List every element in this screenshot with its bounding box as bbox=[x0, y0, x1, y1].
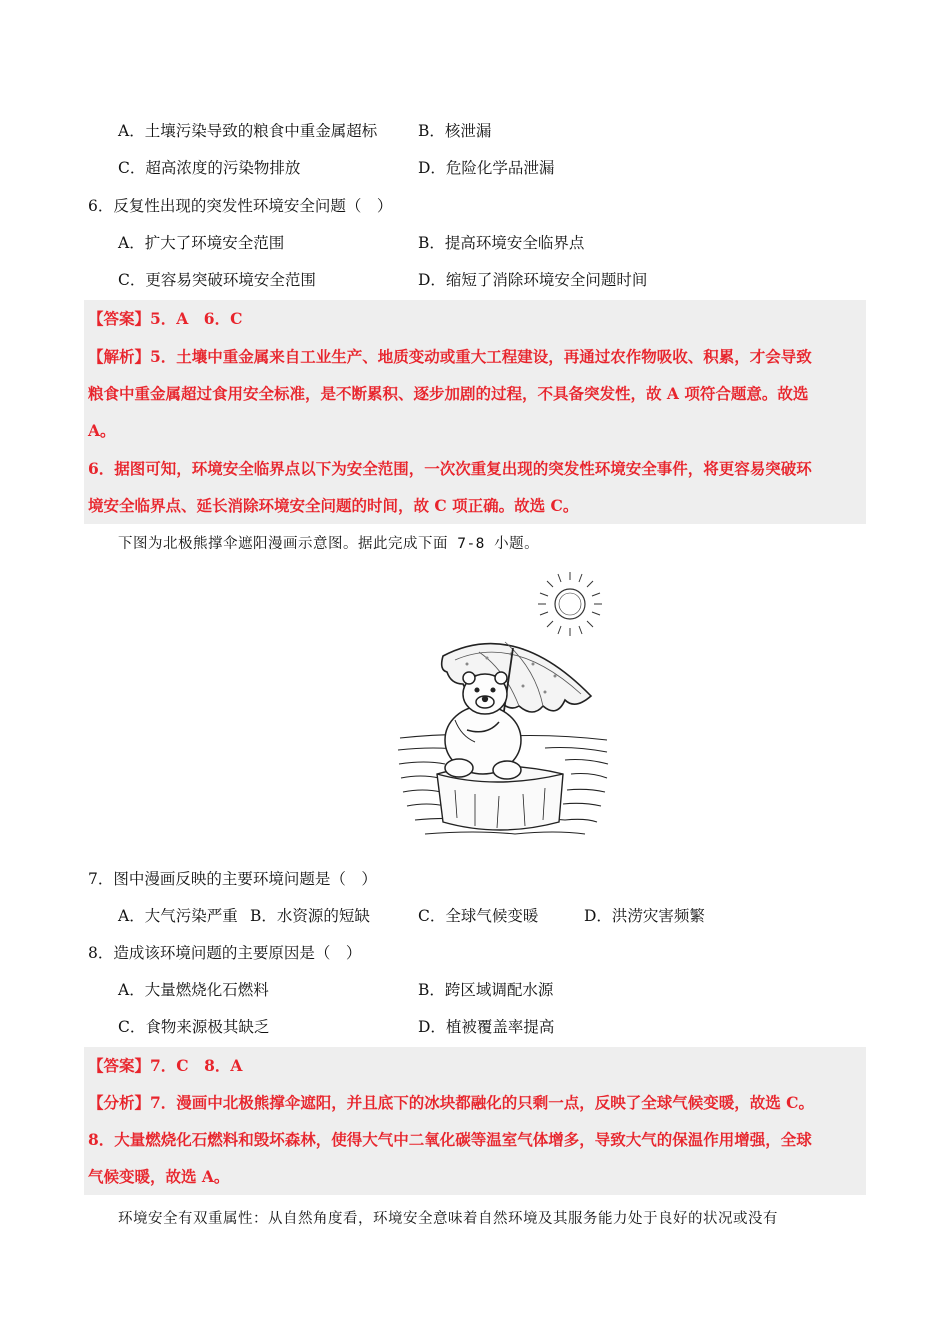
q7-option-d: D．洪涝灾害频繁 bbox=[584, 907, 705, 925]
polar-bear-cartoon-image bbox=[395, 560, 610, 850]
q6-option-c: C．更容易突破环境安全范围 bbox=[118, 271, 316, 289]
q8-option-c: C．食物来源极其缺乏 bbox=[118, 1018, 270, 1036]
q7-option-a: A．大气污染严重 bbox=[118, 907, 238, 925]
analysis-line: 境安全临界点、延长消除环境安全问题的时间，故 C 项正确。故选 C。 bbox=[88, 496, 579, 515]
analysis-line: 8．大量燃烧化石燃料和毁坏森林，使得大气中二氧化碳等温室气体增多，导致大气的保温作用增强，全球 bbox=[88, 1130, 812, 1149]
analysis-line: 粮食中重金属超过食用安全标准，是不断累积、逐步加剧的过程，不具备突发性，故 A 项符合题意。故选 bbox=[88, 384, 809, 403]
analysis-line: 气候变暖，故选 A。 bbox=[88, 1167, 230, 1186]
q6-option-b: B．提高环境安全临界点 bbox=[418, 234, 585, 252]
closing-paragraph: 环境安全有双重属性：从自然角度看，环境安全意味着自然环境及其服务能力处于良好的状况或没有 bbox=[118, 1211, 778, 1227]
q6-stem: 6．反复性出现的突发性环境安全问题（ ） bbox=[88, 197, 393, 215]
answer-5-6: 【答案】5．A 6．C bbox=[88, 309, 243, 328]
analysis-line: 6．据图可知，环境安全临界点以下为安全范围，一次次重复出现的突发性环境安全事件，将更容易突破环 bbox=[88, 459, 812, 478]
answer-block-1 bbox=[84, 300, 866, 524]
sun-icon bbox=[538, 572, 602, 636]
q7-option-b: B．水资源的短缺 bbox=[250, 907, 370, 925]
q5-option-b: B．核泄漏 bbox=[418, 122, 492, 140]
answer-block-2 bbox=[84, 1047, 866, 1195]
answer-7-8: 【答案】7．C 8．A bbox=[88, 1056, 243, 1075]
analysis-line: 【解析】5．土壤中重金属来自工业生产、地质变动或重大工程建设，再通过农作物吸收、积累，才会导致 bbox=[88, 347, 812, 366]
q7-option-c: C．全球气候变暖 bbox=[418, 907, 539, 925]
q7-stem: 7．图中漫画反映的主要环境问题是（ ） bbox=[88, 870, 377, 888]
intro-7-8: 下图为北极熊撑伞遮阳漫画示意图。据此完成下面 7-8 小题。 bbox=[118, 536, 540, 552]
q8-option-b: B．跨区域调配水源 bbox=[418, 981, 554, 999]
q5-option-c: C．超高浓度的污染物排放 bbox=[118, 159, 301, 177]
q8-stem: 8．造成该环境问题的主要原因是（ ） bbox=[88, 944, 362, 962]
analysis-line: A。 bbox=[88, 421, 116, 440]
q8-option-d: D．植被覆盖率提高 bbox=[418, 1018, 555, 1036]
q5-option-d: D．危险化学品泄漏 bbox=[418, 159, 555, 177]
q6-option-d: D．缩短了消除环境安全问题时间 bbox=[418, 271, 648, 289]
q5-option-a: A．土壤污染导致的粮食中重金属超标 bbox=[118, 122, 378, 140]
analysis-line: 【分析】7．漫画中北极熊撑伞遮阳，并且底下的冰块都融化的只剩一点，反映了全球气候变暖，故选 C。 bbox=[88, 1093, 815, 1112]
q8-option-a: A．大量燃烧化石燃料 bbox=[118, 981, 269, 999]
q6-option-a: A．扩大了环境安全范围 bbox=[118, 234, 285, 252]
